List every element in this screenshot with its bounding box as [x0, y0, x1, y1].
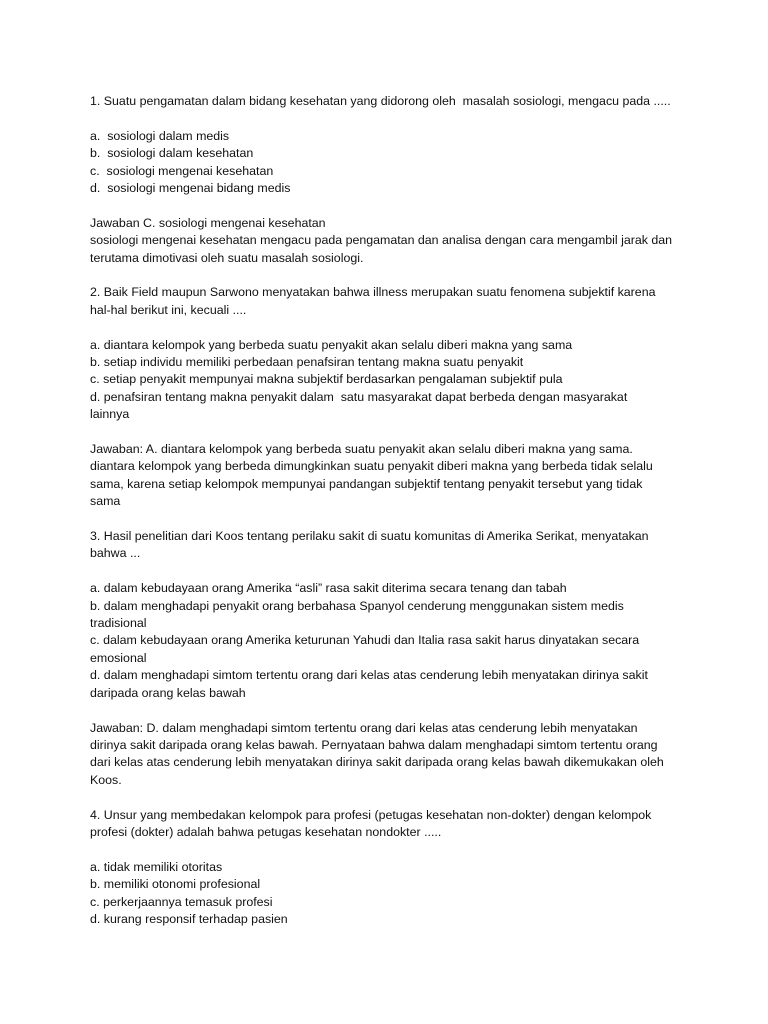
option-c: c. setiap penyakit mempunyai makna subjektif berdasarkan pengalaman subjektif pula: [90, 372, 563, 387]
answer-line: dirinya sakit daripada orang kelas bawah. Pernyataan bahwa dalam menghadapi simtom tertentu orang: [90, 737, 658, 752]
option-d: d. penafsiran tentang makna penyakit dalam satu masyarakat dapat berbeda dengan masyarakat: [90, 389, 628, 404]
question-3-answer: [90, 720, 690, 790]
question-line: 1. Suatu pengamatan dalam bidang kesehatan yang didorong oleh masalah sosiologi, mengacu pada .....: [90, 94, 671, 108]
answer-line: diantara kelompok yang berbeda dimungkinkan suatu penyakit diberi makna yang berbeda tidak selalu: [90, 459, 653, 474]
option-c: c. perkerjaannya temasuk profesi: [90, 894, 273, 909]
question-line: 4. Unsur yang membedakan kelompok para profesi (petugas kesehatan non-dokter) dengan kelompok: [90, 807, 652, 822]
option-a: a. tidak memiliki otoritas: [90, 859, 223, 874]
answer-line: terutama dimotivasi oleh suatu masalah sosiologi.: [90, 250, 364, 265]
answer-line: sama, karena setiap kelompok mempunyai pandangan subjektif tentang penyakit tersebut yang tidak: [90, 476, 643, 491]
question-3-text: [90, 528, 690, 563]
option-b-continued: tradisional: [90, 616, 147, 631]
document-page: [90, 93, 690, 946]
question-4-text: [90, 807, 690, 842]
question-line: 3. Hasil penelitian dari Koos tentang perilaku sakit di suatu komunitas di Amerika Serikat, menyatakan: [90, 529, 649, 544]
answer-line: dari kelas atas cenderung lebih menyatakan dirinya sakit daripada orang kelas bawah dikemukakan oleh: [90, 755, 664, 770]
question-line: hal-hal berikut ini, kecuali ....: [90, 302, 247, 317]
option-d: d. kurang responsif terhadap pasien: [90, 911, 288, 926]
option-a: a. sosiologi dalam medis: [90, 128, 230, 143]
option-b: b. setiap individu memiliki perbedaan penafsiran tentang makna suatu penyakit: [90, 355, 524, 370]
question-1-answer: [90, 215, 690, 267]
option-c-continued: emosional: [90, 650, 147, 665]
option-b: b. dalam menghadapi penyakit orang berbahasa Spanyol cenderung menggunakan sistem medis: [90, 598, 624, 613]
option-c: c. dalam kebudayaan orang Amerika keturunan Yahudi dan Italia rasa sakit harus dinyatakan secara: [90, 633, 640, 648]
question-line: bahwa ...: [90, 546, 141, 561]
question-2-text: [90, 284, 690, 319]
question-line: 2. Baik Field maupun Sarwono menyatakan bahwa illness merupakan suatu fenomena subjektif karena: [90, 285, 656, 300]
option-a: a. dalam kebudayaan orang Amerika “asli” rasa sakit diterima secara tenang dan tabah: [90, 581, 567, 596]
answer-line: Jawaban: D. dalam menghadapi simtom tertentu orang dari kelas atas cenderung lebih menyatakan: [90, 720, 638, 735]
answer-line: sama: [90, 494, 121, 509]
option-b: b. memiliki otonomi profesional: [90, 877, 261, 892]
answer-line: Koos.: [90, 772, 122, 787]
question-4-options: [90, 859, 690, 929]
question-line: profesi (dokter) adalah bahwa petugas kesehatan nondokter .....: [90, 824, 442, 839]
answer-line: Jawaban: A. diantara kelompok yang berbeda suatu penyakit akan selalu diberi makna yang sama.: [90, 442, 633, 457]
option-c: c. sosiologi mengenai kesehatan: [90, 163, 274, 178]
option-b: b. sosiologi dalam kesehatan: [90, 146, 254, 161]
question-1-options: [90, 128, 690, 198]
option-a: a. diantara kelompok yang berbeda suatu penyakit akan selalu diberi makna yang sama: [90, 337, 573, 352]
question-2-answer: [90, 441, 690, 511]
question-2-options: [90, 337, 690, 424]
option-d-continued: lainnya: [90, 407, 130, 422]
answer-line: sosiologi mengenai kesehatan mengacu pada pengamatan dan analisa dengan cara mengambil jarak dan: [90, 233, 673, 248]
option-d: d. dalam menghadapi simtom tertentu orang dari kelas atas cenderung lebih menyatakan dirinya sakit: [90, 668, 648, 683]
option-d-continued: daripada orang kelas bawah: [90, 685, 246, 700]
option-d: d. sosiologi mengenai bidang medis: [90, 181, 291, 196]
question-3-options: [90, 580, 690, 702]
question-1-text: [90, 93, 690, 110]
answer-line: Jawaban C. sosiologi mengenai kesehatan: [90, 215, 326, 230]
